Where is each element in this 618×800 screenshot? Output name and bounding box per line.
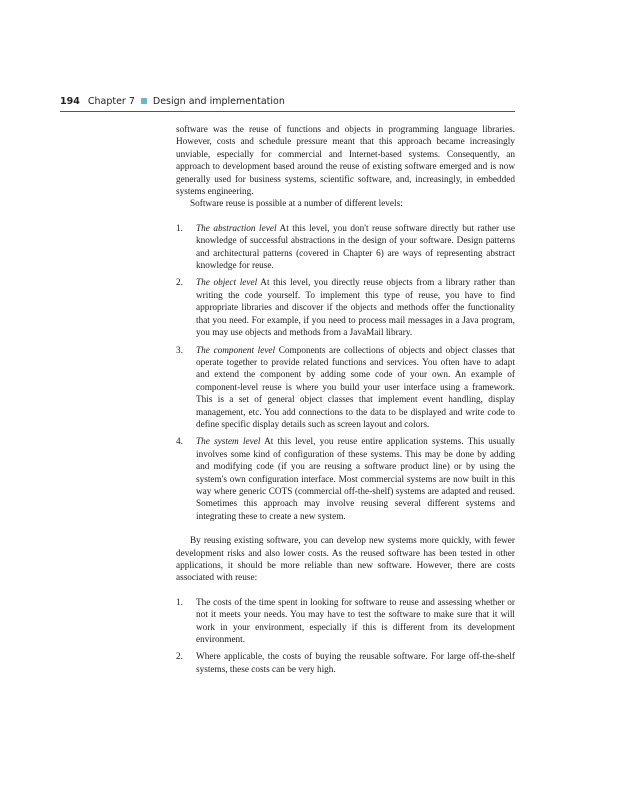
list-item [176,651,515,676]
body-text [176,124,515,676]
chapter-label: Chapter 7 [87,96,135,107]
levels-intro: Software reuse is possible at a number of different levels: [190,199,403,210]
reuse-costs-list [176,597,515,676]
list-text: Where applicable, the costs of buying the reusable software. For large off-the-shelf systems, these costs can be very high. [196,652,515,675]
list-text: At this level, you reuse entire application systems. This usually involves some kind of configuration of these systems. This may be done by adding and modifying code (if you are reusing a software product line) or by using the system's own configuration interface. Most commercial systems are now built in this way where generic COTS (commercial off-the-shelf) systems are adapted and reused. Sometimes this approach may involve reusing several different systems and integrating these to create a new system. [196,437,515,522]
list-text: Components are collections of objects and object classes that operate together to provide related functions and services. You often have to adapt and extend the component by adding some code of your own. An example of component-level reuse is where you build your user interface using a framework. This is a set of general object classes that implement event handling, display management, etc. You add connections to the data to be displayed and write code to define specific display details such as screen layout and colors. [196,345,515,430]
list-number: 3. [176,345,183,356]
list-number: 4. [176,437,183,448]
list-item [176,223,515,273]
list-number: 1. [176,223,183,234]
header-rule [60,111,515,112]
list-term: The system level [196,437,261,448]
list-number: 2. [176,278,183,289]
list-term: The object level [196,278,258,289]
running-header [60,94,515,110]
list-item [176,597,515,647]
list-item [176,436,515,523]
list-term: The abstraction level [196,223,277,234]
list-number: 2. [176,652,183,663]
chapter-title: Design and implementation [152,96,285,107]
page-number: 194 [60,96,80,107]
list-text: The costs of the time spent in looking for software to reuse and assessing whether or not it meets your needs. You may have to test the software to make sure that it will work in your environment, especially if this is different from its development environment. [196,597,515,646]
reuse-levels-list [176,223,515,523]
intro-paragraph: software was the reuse of functions and objects in programming language libraries. However, costs and schedule pressure meant that this approach became increasingly unviable, especially for commercial and Internet-based systems. Consequently, an approach to development based around the reuse of existing software emerged and is now generally used for business systems, scientific software, and, increasingly, in embedded systems engineering. [176,125,515,198]
chapter-square-icon [141,98,147,104]
reuse-paragraph: By reusing existing software, you can develop new systems more quickly, with fewer development risks and also lower costs. As the reused software has been tested in other applications, it should be more reliable than new software. However, there are costs associated with reuse: [176,536,515,584]
list-item [176,277,515,339]
list-text: At this level, you don't reuse software directly but rather use knowledge of successful abstractions in the design of your software. Design patterns and architectural patterns (covered in Chapter 6) are ways of representing abstract knowledge for reuse. [196,223,515,272]
list-item [176,345,515,432]
list-text: At this level, you directly reuse objects from a library rather than writing the code yourself. To implement this type of reuse, you have to find appropriate libraries and discover if the objects and methods offer the functionality that you need. For example, if you need to process mail messages in a Java program, you may use objects and methods from a JavaMail library. [196,278,516,339]
list-term: The component level [196,345,276,356]
list-number: 1. [176,597,183,608]
